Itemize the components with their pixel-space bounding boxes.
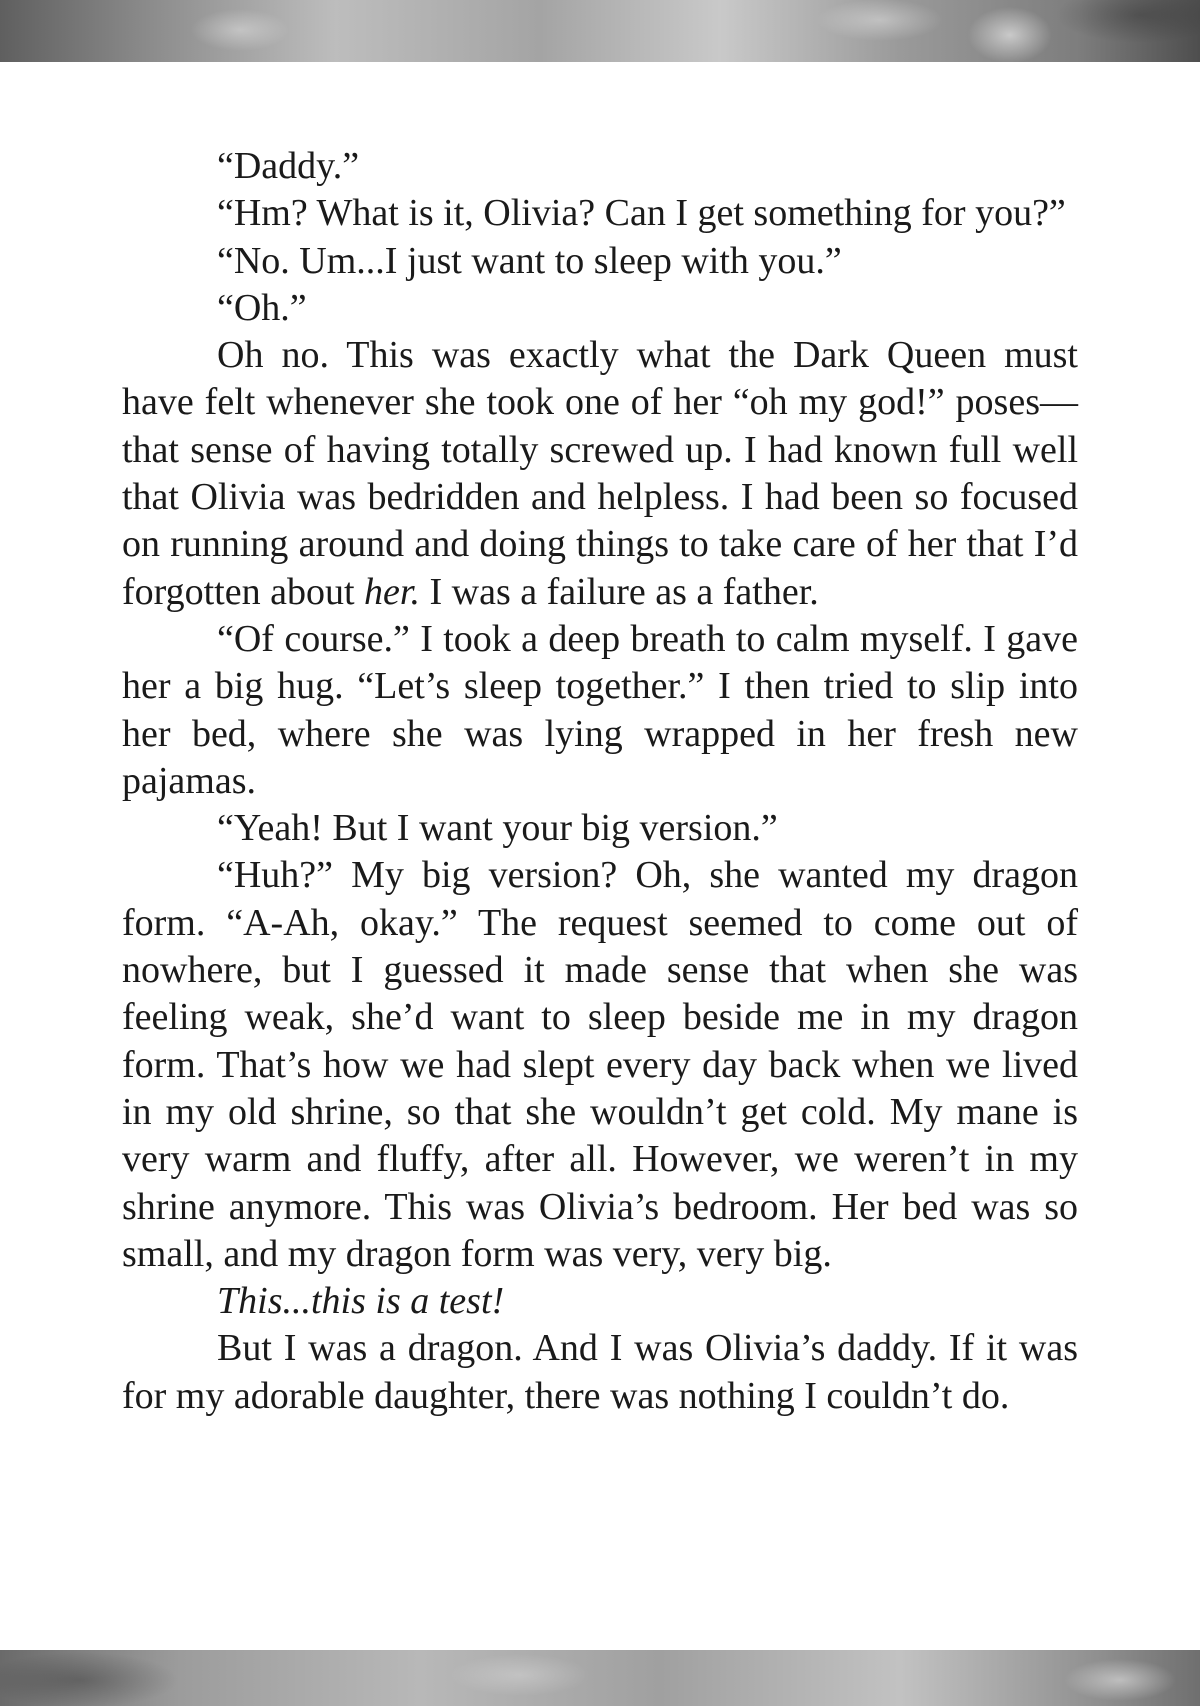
paragraph-text: I was a failure as a father. — [419, 570, 819, 613]
paragraph — [122, 1278, 1078, 1325]
paragraph: “Huh?” My big version? Oh, she wanted my dragon form. “A-Ah, okay.” The request seemed to come out of nowhere, but I guessed it made sense that when she was feeling weak, she’d want to sleep beside me in my dragon form. That’s how we had slept every day back when we lived in my old shrine, so that she wouldn’t get cold. My mane is very warm and fluffy, after all. However, we weren’t in my shrine anymore. This was Olivia’s bedroom. Her bed was so small, and my dragon form was very, very big. — [122, 854, 1078, 1275]
paragraph: “Hm? What is it, Olivia? Can I get something for you?” — [217, 192, 1066, 235]
paragraph: “Yeah! But I want your big version.” — [217, 807, 778, 850]
bottom-decorative-border — [0, 1650, 1200, 1706]
body-text — [122, 143, 1078, 1420]
paragraph: “Daddy.” — [217, 145, 360, 187]
paragraph: “Oh.” — [217, 286, 307, 329]
paragraph-text: Oh no. This was exactly what the Dark Queen must have felt whenever she took one of her “oh my god!” poses—that sense of having totally screwed up. I had known full well that Olivia was bedridden and helpless. I had been so focused on running around and doing things to take care of her that I’d forgotten about — [122, 334, 1078, 613]
emphasized-text: her. — [364, 570, 420, 613]
paragraph: “Of course.” I took a deep breath to calm myself. I gave her a big hug. “Let’s sleep together.” I then tried to slip into her bed, where she was lying wrapped in her fresh new pajamas. — [122, 617, 1078, 802]
italic-thought: This...this is a test! — [217, 1280, 505, 1323]
paragraph — [122, 332, 1078, 616]
paragraph: But I was a dragon. And I was Olivia’s daddy. If it was for my adorable daughter, there was nothing I couldn’t do. — [122, 1327, 1078, 1417]
top-decorative-border — [0, 0, 1200, 62]
paragraph: “No. Um...I just want to sleep with you.” — [217, 239, 842, 282]
